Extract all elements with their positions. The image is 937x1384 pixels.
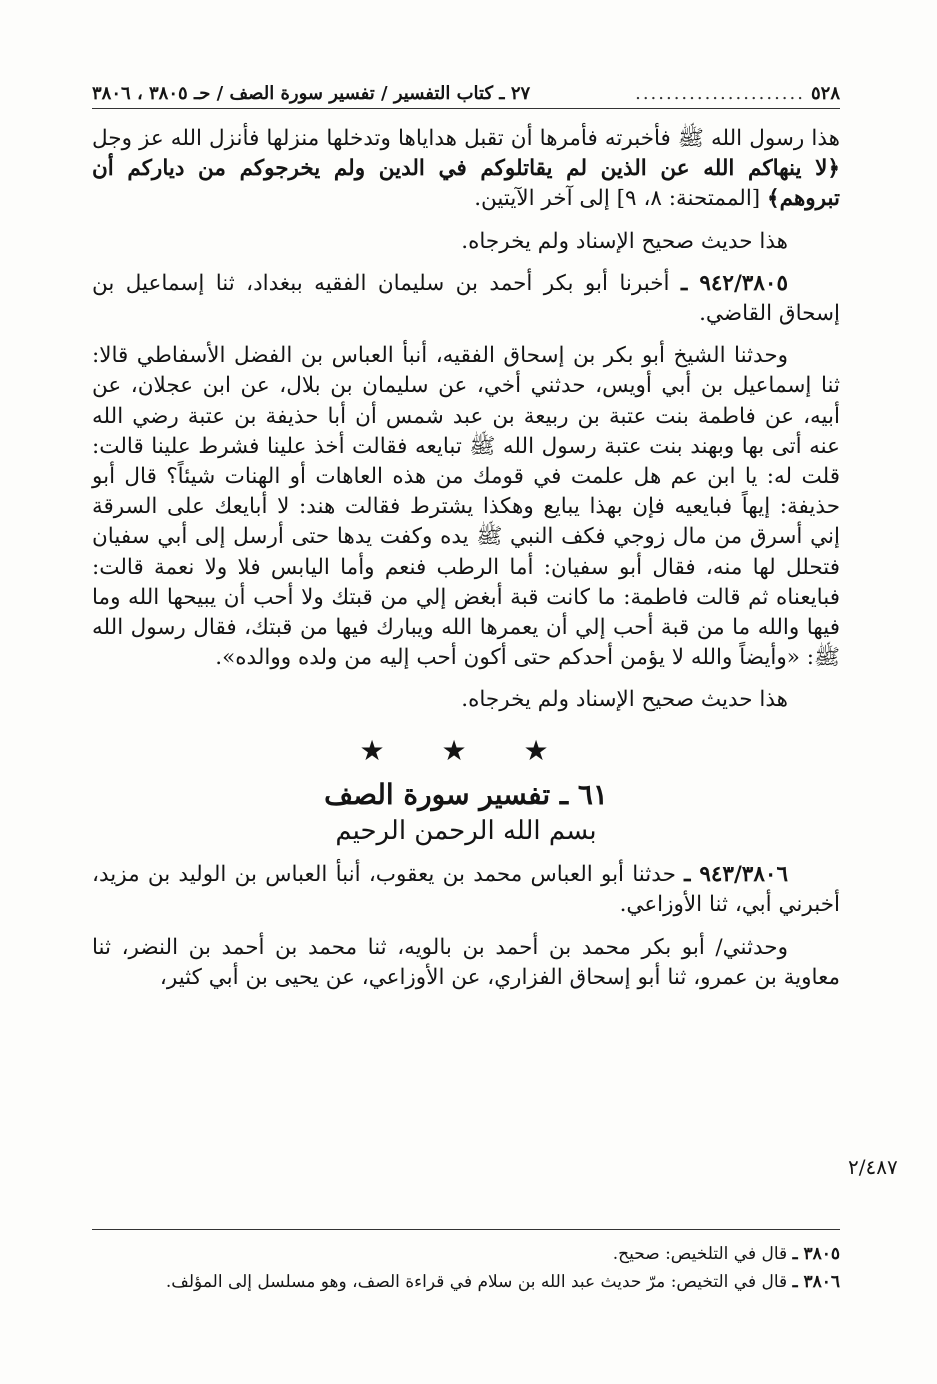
hadith-3806 — [92, 860, 840, 920]
hadith-number: ٩٤٢/٣٨٠٥ ـ — [680, 270, 788, 296]
hadith-text: أخبرنا أبو بكر أحمد بن سليمان الفقيه ببغداد، ثنا إسماعيل بن إسحاق القاضي. — [92, 270, 840, 327]
quran-verse: ﴿لا ينهاكم الله عن الذين لم يقاتلوكم في الدين ولم يخرجوكم من دياركم أن تبروهم﴾ — [92, 156, 840, 212]
footnotes — [92, 1240, 840, 1296]
main-text — [92, 124, 840, 1005]
page-number: ٥٢٨ — [810, 83, 840, 104]
footnote-text: قال في التلخيص: صحيح. — [612, 1244, 788, 1264]
footnote — [92, 1240, 840, 1268]
footnote-number: ٣٨٠٥ ـ — [792, 1244, 840, 1264]
hadith-text: حدثنا أبو العباس محمد بن يعقوب، أنبأ العباس بن الوليد بن مزيد، أخبرني أبي، ثنا الأوزاعي. — [92, 862, 840, 918]
hadith-3805 — [92, 269, 840, 329]
footnote-separator — [92, 1229, 840, 1230]
chapter-title: ٦١ ـ تفسير سورة الصف — [324, 777, 608, 811]
footnote-text: قال في التخيص: مرّ حديث عبد الله بن سلام في قراءة الصف، وهو مسلسل إلى المؤلف. — [165, 1272, 788, 1292]
section-divider-stars: ★ ★ ★ — [359, 733, 573, 767]
hadith-chain: وحدثني/ أبو بكر محمد بن أحمد بن بالويه، ثنا محمد بن أحمد بن النضر، ثنا معاوية بن عمرو، ثنا أبو إسحاق الفزاري، عن الأوزاعي، عن يحيى بن أبي كثير، — [92, 934, 840, 990]
header-title: ٢٧ ـ كتاب التفسير / تفسير سورة الصف / حـ ٣٨٠٥ ، ٣٨٠٦ — [92, 83, 531, 104]
header-leader-dots: ...................... — [635, 83, 805, 104]
basmala: بسم الله الرحمن الرحيم — [335, 816, 597, 847]
footnote — [92, 1268, 840, 1296]
hadith-grading: هذا حديث صحيح الإسناد ولم يخرجاه. — [461, 687, 788, 713]
paragraph-quran-context — [92, 124, 840, 215]
manuscript-page-reference: ٢/٤٨٧ — [848, 1155, 898, 1179]
running-header — [92, 80, 840, 109]
hadith-narration: وحدثنا الشيخ أبو بكر بن إسحاق الفقيه، أنبأ العباس بن الفضل الأسفاطي قالا: ثنا إسماعيل بن أبي أويس، حدثني أخي، عن سليمان بن بلال، عن ابن عجلان، عن أبيه، عن فاطمة بنت عتبة بن ربيعة بن عبد شمس أن أبا حذيفة بن عتبة رضي الله عنه أتى بها وبهند بنت عتبة رسول الله ﷺ تبايعه فقالت أخذ علينا فشرط علينا قالت: قلت له: يا ابن عم هل علمت في قومك من هذه العاهات أو الهنات شيئاً؟ قال أبو حذيفة: إيهاً فبايعيه فإن بهذا يبايع وهكذا يشترط فقالت هند: لا أبايعك على السرقة إني أسرق من مال زوجي فكف النبي ﷺ يده وكفت يدها حتى أرسل إلى أبي سفيان فتحلل لها منه، فقال أبو سفيان: أما الرطب فنعم وأما اليابس فلا ولا نعمة قالت: فبايعناه ثم قالت فاطمة: ما كانت قبة أبغض إلي من قبتك ولا أحب أن يبيحها الله وما فيها والله ما من قبة أحب إلي أن يعمرها الله ويبارك فيها من قبتك، فقال رسول الله ﷺ: «وأيضاً والله لا يؤمن أحدكم حتى أكون أحب إليه من ولده ووالده». — [92, 343, 840, 671]
hadith-number: ٩٤٣/٣٨٠٦ ـ — [684, 862, 788, 888]
hadith-grading: هذا حديث صحيح الإسناد ولم يخرجاه. — [461, 228, 788, 254]
verse-reference: [الممتحنة: ٨، ٩] إلى آخر الآيتين. — [474, 186, 761, 212]
footnote-number: ٣٨٠٦ ـ — [792, 1272, 840, 1292]
paragraph-text: هذا رسول الله ﷺ فأخبرته فأمرها أن تقبل هداياها وتدخلها منزلها فأنزل الله عز وجل — [92, 126, 840, 151]
